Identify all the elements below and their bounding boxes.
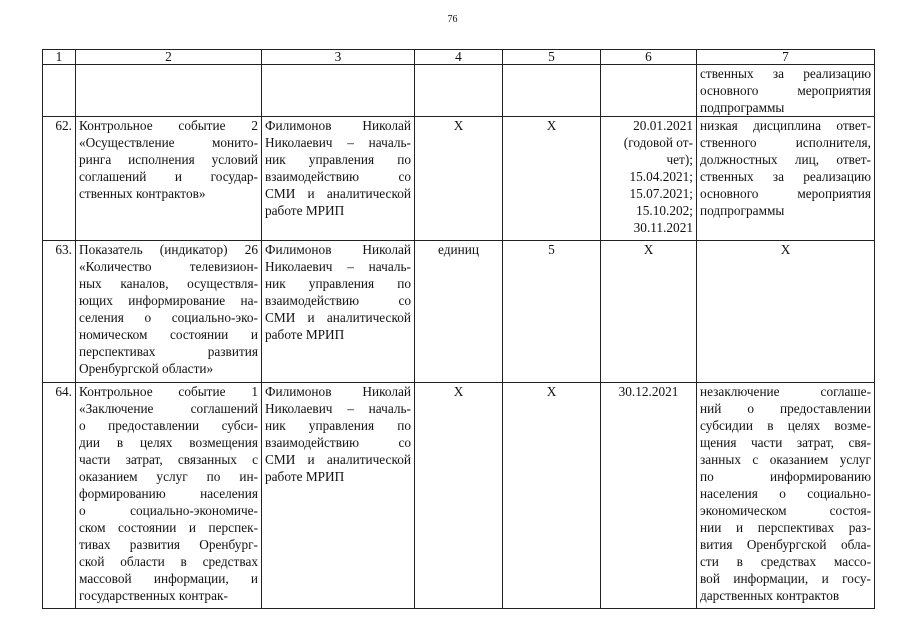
text-line: 20.01.2021 <box>633 118 693 133</box>
risk-note-cell: Х <box>697 241 875 383</box>
text-line: незаключение соглаше- <box>700 384 871 399</box>
text-line: ющих информирование на- <box>79 293 258 308</box>
text-line: работе МРИП <box>265 469 345 484</box>
responsible-cell <box>262 65 415 117</box>
col-header-2: 2 <box>76 50 262 65</box>
row-number: 63. <box>43 241 76 383</box>
text-line: ник управления по <box>265 418 411 433</box>
text-line: подпрограммы <box>700 203 785 218</box>
text-line: ственных за реализацию <box>700 169 871 184</box>
text-line: экономическом состоя- <box>700 503 871 518</box>
text-line: «Заключение соглашений <box>79 401 258 416</box>
event-name-cell <box>76 241 262 383</box>
text-line: формированию населения <box>79 486 258 501</box>
text-line: Филимонов Николай <box>265 384 411 399</box>
text-line: взаимодействию со <box>265 435 411 450</box>
text-line: соглашений и государ- <box>79 169 258 184</box>
text-line: вития Оренбургской обла- <box>700 537 871 552</box>
text-line: части затрат, связанных с <box>79 452 258 467</box>
col-header-3: 3 <box>262 50 415 65</box>
text-line: работе МРИП <box>265 327 345 342</box>
col-header-5: 5 <box>503 50 601 65</box>
text-line: ных каналов, осуществля- <box>79 276 258 291</box>
date-cell: Х <box>601 241 697 383</box>
text-line: тивах развития Оренбург- <box>79 537 258 552</box>
event-name-cell <box>76 117 262 241</box>
text-line: перспективах развития <box>79 344 258 359</box>
activity-table <box>42 49 875 609</box>
text-line: взаимодействию со <box>265 169 411 184</box>
text-line: дии в целях возмещения <box>79 435 258 450</box>
text-line: СМИ и аналитической <box>265 310 411 325</box>
page-number: 76 <box>447 14 458 25</box>
text-line: ний о предоставлении <box>700 401 871 416</box>
date-cell <box>601 117 697 241</box>
value-cell: Х <box>503 117 601 241</box>
text-line: «Осуществление монито- <box>79 135 258 150</box>
text-line: ственных контрактов» <box>79 186 206 201</box>
text-line: массовой информации, и <box>79 571 258 586</box>
table-row <box>43 117 875 241</box>
value-cell: Х <box>503 383 601 609</box>
text-line: 15.04.2021; <box>629 169 693 184</box>
unit-cell: единиц <box>415 241 503 383</box>
date-cell <box>601 65 697 117</box>
text-line: Контрольное событие 2 <box>79 118 258 133</box>
col-header-7: 7 <box>697 50 875 65</box>
text-line: вой информации, и госу- <box>700 571 871 586</box>
text-line: о предоставлении субси- <box>79 418 258 433</box>
event-name-cell <box>76 383 262 609</box>
text-line: (годовой от- <box>623 135 693 150</box>
text-line: основного мероприятия <box>700 83 871 98</box>
unit-cell: Х <box>415 383 503 609</box>
text-line: СМИ и аналитической <box>265 452 411 467</box>
row-number <box>43 65 76 117</box>
text-line: работе МРИП <box>265 203 345 218</box>
risk-note-cell <box>697 383 875 609</box>
text-line: Николаевич – началь- <box>265 401 411 416</box>
date-cell: 30.12.2021 <box>601 383 697 609</box>
table-row <box>43 241 875 383</box>
text-line: населения о социально- <box>700 486 871 501</box>
text-line: дарственных контрактов <box>700 588 840 603</box>
text-line: оказанием услуг по ин- <box>79 469 258 484</box>
text-line: ринга исполнения условий <box>79 152 258 167</box>
row-number: 62. <box>43 117 76 241</box>
text-line: ской области в средствах <box>79 554 258 569</box>
text-line: основного мероприятия <box>700 186 871 201</box>
text-line: Николаевич – началь- <box>265 135 411 150</box>
header-row <box>43 50 875 65</box>
text-line: подпрограммы <box>700 100 785 115</box>
text-line: чет); <box>666 152 693 167</box>
text-line: о социально-экономиче- <box>79 503 258 518</box>
text-line: 30.11.2021 <box>633 220 693 235</box>
text-line: ник управления по <box>265 152 411 167</box>
text-line: низкая дисциплина ответ- <box>700 118 871 133</box>
text-line: ник управления по <box>265 276 411 291</box>
text-line: взаимодействию со <box>265 293 411 308</box>
text-line: Контрольное событие 1 <box>79 384 258 399</box>
unit-cell: Х <box>415 117 503 241</box>
text-line: Филимонов Николай <box>265 118 411 133</box>
responsible-cell <box>262 117 415 241</box>
text-line: СМИ и аналитической <box>265 186 411 201</box>
col-header-1: 1 <box>43 50 76 65</box>
text-line: 15.07.2021; <box>629 186 693 201</box>
responsible-cell <box>262 383 415 609</box>
value-cell: 5 <box>503 241 601 383</box>
row-number: 64. <box>43 383 76 609</box>
text-line: нии и перспективах раз- <box>700 520 871 535</box>
text-line: занных с оказанием услуг <box>700 452 871 467</box>
table-row <box>43 383 875 609</box>
responsible-cell <box>262 241 415 383</box>
col-header-6: 6 <box>601 50 697 65</box>
text-line: номическом состоянии и <box>79 327 258 342</box>
text-line: Филимонов Николай <box>265 242 411 257</box>
value-cell <box>503 65 601 117</box>
event-name-cell <box>76 65 262 117</box>
text-line: по информированию <box>700 469 871 484</box>
text-line: государственных контрак- <box>79 588 228 603</box>
text-line: Показатель (индикатор) 26 <box>79 242 258 257</box>
text-line: селения о социально-эко- <box>79 310 258 325</box>
text-line: ственного исполнителя, <box>700 135 871 150</box>
text-line: Николаевич – началь- <box>265 259 411 274</box>
col-header-4: 4 <box>415 50 503 65</box>
text-line: 15.10.202; <box>636 203 693 218</box>
text-line: сти в средствах массо- <box>700 554 871 569</box>
text-line: «Количество телевизион- <box>79 259 258 274</box>
text-line: должностных лиц, ответ- <box>700 152 871 167</box>
text-line: Оренбургской области» <box>79 361 214 376</box>
text-line: субсидии в целях возме- <box>700 418 871 433</box>
unit-cell <box>415 65 503 117</box>
text-line: ственных за реализацию <box>700 66 871 81</box>
risk-note-cell <box>697 117 875 241</box>
table-row <box>43 65 875 117</box>
text-line: щения части затрат, свя- <box>700 435 871 450</box>
text-line: ском состоянии и перспек- <box>79 520 258 535</box>
risk-note-cell <box>697 65 875 117</box>
